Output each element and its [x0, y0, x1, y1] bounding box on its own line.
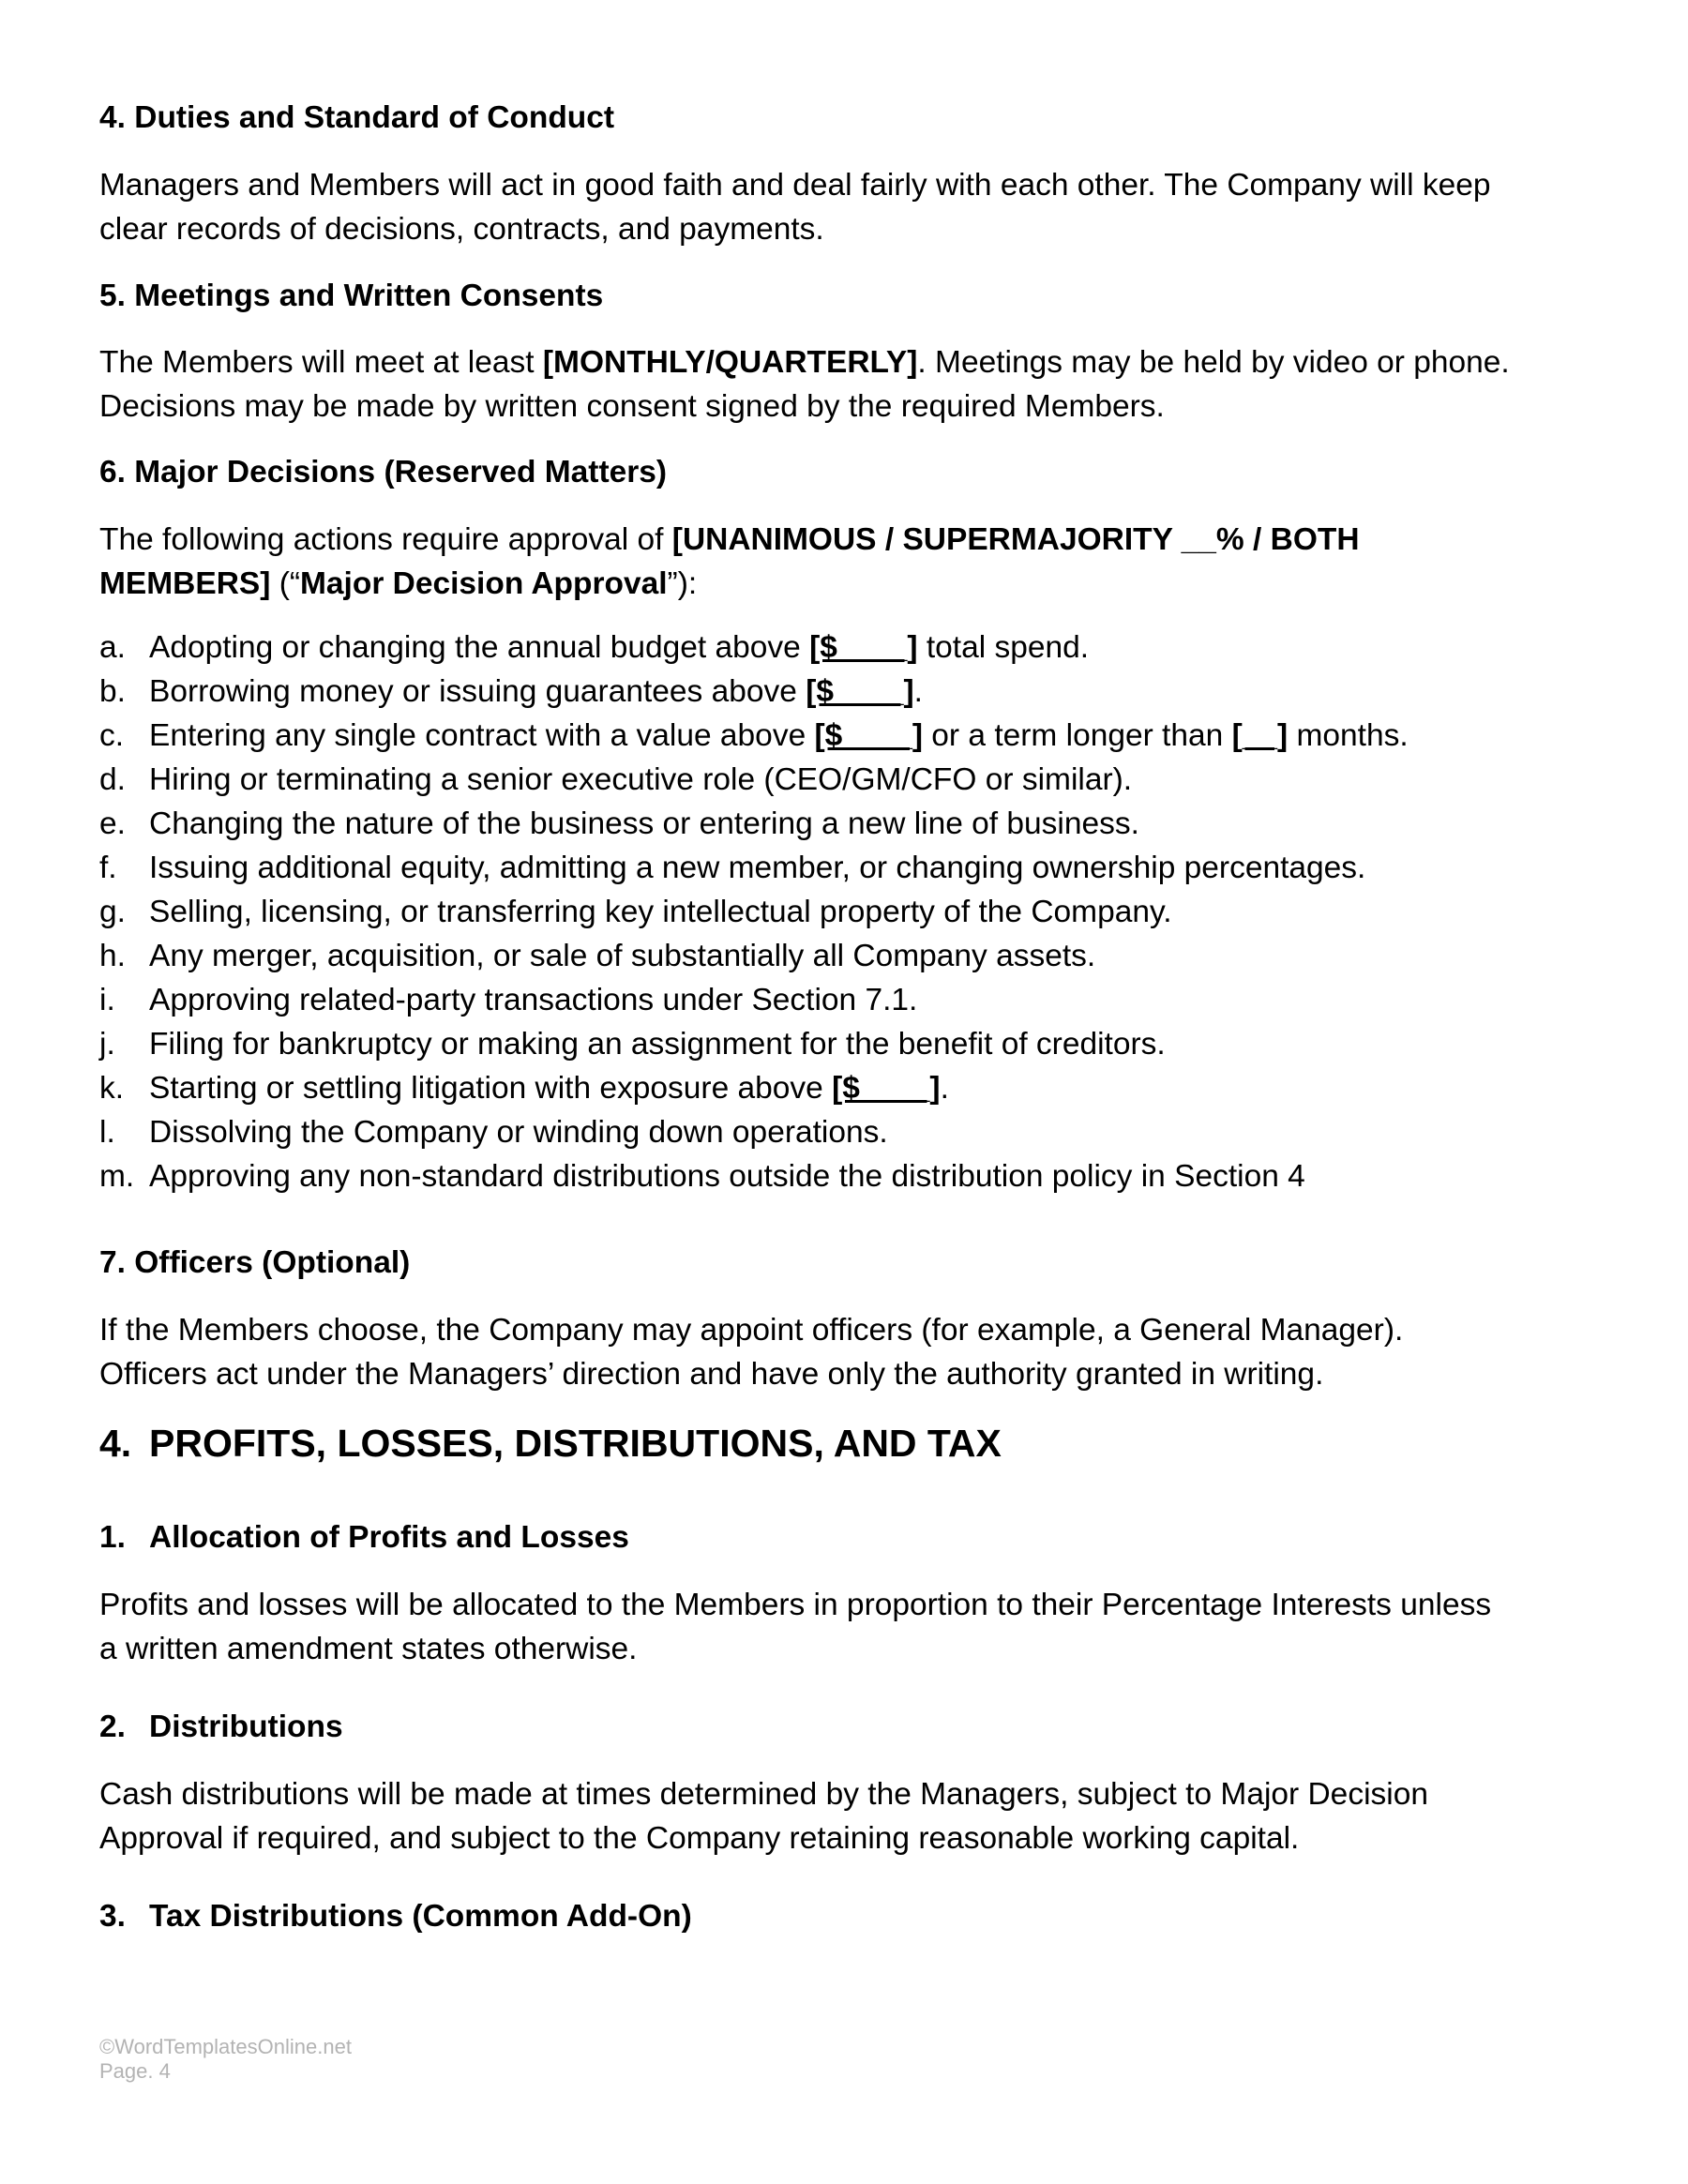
list-item-text [149, 934, 1095, 978]
list-item-text [149, 802, 1139, 846]
list-marker: j. [99, 1027, 115, 1062]
list-item [99, 1110, 1600, 1154]
list-item [99, 758, 1600, 802]
text-run: Changing the nature of the business or entering a new line of business. [149, 806, 1139, 841]
section-heading-duties: 4. Duties and Standard of Conduct [99, 100, 615, 135]
text-run: Entering any single contract with a value above [149, 718, 815, 753]
paragraph-line: a written amendment states otherwise. [99, 1632, 638, 1666]
section-body-meetings [99, 340, 1600, 429]
major-decisions-list [99, 625, 1600, 1198]
list-item-text [149, 1066, 949, 1110]
section-body-duties [99, 163, 1600, 251]
section-heading-major-decisions: 6. Major Decisions (Reserved Matters) [99, 455, 668, 490]
text-run: Approving any non-standard distributions outside the distribution policy in Section 4 [149, 1159, 1305, 1194]
list-marker: a. [99, 630, 126, 665]
list-item [99, 890, 1600, 934]
paragraph-line: Officers act under the Managers’ direction and have only the authority granted in writing. [99, 1357, 1324, 1392]
list-item [99, 670, 1600, 714]
paragraph-line [99, 518, 1600, 562]
text-run: The following actions require approval of [99, 522, 672, 557]
subsection-title: Allocation of Profits and Losses [149, 1520, 629, 1555]
paragraph-line: Decisions may be made by written consent signed by the required Members. [99, 389, 1165, 424]
footer-copyright: ©WordTemplatesOnline.net [99, 2035, 352, 2058]
list-item-text [149, 625, 1089, 670]
list-marker: h. [99, 939, 126, 973]
list-item [99, 934, 1600, 978]
list-item-text [149, 1154, 1305, 1198]
text-run: Issuing additional equity, admitting a new member, or changing ownership percentages. [149, 851, 1366, 885]
list-item [99, 625, 1600, 670]
subsection-body-allocation [99, 1583, 1600, 1671]
paragraph-line: Profits and losses will be allocated to the Members in proportion to their Percentage Interests unless [99, 1588, 1492, 1622]
list-item [99, 1154, 1600, 1198]
subsection-heading-allocation [99, 1519, 629, 1557]
list-item-text [149, 714, 1409, 758]
text-run: . [940, 1071, 949, 1106]
paragraph-line: Managers and Members will act in good faith and deal fairly with each other. The Company will keep [99, 168, 1491, 203]
subsection-heading-tax-distributions [99, 1898, 692, 1935]
text-run: . Meetings may be held by video or phone. [917, 345, 1510, 380]
text-run: (“ [270, 566, 301, 601]
subsection-body-distributions [99, 1772, 1600, 1860]
text-run: The Members will meet at least [99, 345, 543, 380]
subsection-number: 1. [99, 1520, 126, 1555]
text-run: Selling, licensing, or transferring key intellectual property of the Company. [149, 895, 1172, 929]
text-run: . [913, 674, 923, 709]
list-item-text [149, 1022, 1166, 1066]
text-run: or a term longer than [922, 718, 1232, 753]
text-run: Starting or settling litigation with exposure above [149, 1071, 833, 1106]
section-body-major-decisions [99, 518, 1600, 606]
subsection-title: Tax Distributions (Common Add-On) [149, 1899, 692, 1934]
article-title: PROFITS, LOSSES, DISTRIBUTIONS, AND TAX [149, 1422, 1002, 1465]
text-run: Dissolving the Company or winding down operations. [149, 1115, 888, 1150]
subsection-title: Distributions [149, 1710, 343, 1744]
list-item [99, 1066, 1600, 1110]
approval-threshold-placeholder-end: MEMBERS] [99, 566, 271, 601]
text-run: Adopting or changing the annual budget above [149, 630, 810, 665]
approval-threshold-placeholder: [UNANIMOUS / SUPERMAJORITY __% / BOTH [671, 522, 1360, 557]
text-run: Approving related-party transactions under Section 7.1. [149, 983, 918, 1017]
list-marker: f. [99, 851, 117, 885]
list-item [99, 802, 1600, 846]
article-heading [99, 1420, 1002, 1467]
list-marker: k. [99, 1071, 125, 1106]
list-marker: m. [99, 1159, 135, 1194]
paragraph-line [99, 562, 1600, 606]
text-run: Borrowing money or issuing guarantees above [149, 674, 806, 709]
paragraph-line: If the Members choose, the Company may appoint officers (for example, a General Manager). [99, 1313, 1404, 1348]
paragraph-line: Cash distributions will be made at times determined by the Managers, subject to Major Decision [99, 1777, 1428, 1812]
list-marker: b. [99, 674, 126, 709]
text-run: Any merger, acquisition, or sale of substantially all Company assets. [149, 939, 1096, 973]
text-run: Filing for bankruptcy or making an assignment for the benefit of creditors. [149, 1027, 1166, 1062]
meeting-frequency-placeholder: [MONTHLY/QUARTERLY] [542, 345, 918, 380]
text-run: Hiring or terminating a senior executive role (CEO/GM/CFO or similar). [149, 762, 1133, 797]
text-run: total spend. [917, 630, 1090, 665]
blank-placeholder: [$____] [814, 718, 923, 753]
paragraph-line: clear records of decisions, contracts, and payments. [99, 212, 824, 247]
list-marker: i. [99, 983, 115, 1017]
blank-placeholder: [__] [1231, 718, 1289, 753]
section-heading-officers: 7. Officers (Optional) [99, 1245, 411, 1280]
blank-placeholder: [$____] [832, 1071, 941, 1106]
list-item-text [149, 978, 917, 1022]
list-item-text [149, 890, 1172, 934]
blank-placeholder: [$____] [809, 630, 918, 665]
section-body-officers [99, 1308, 1600, 1396]
list-item-text [149, 1110, 888, 1154]
list-item-text [149, 846, 1365, 890]
paragraph-line: Approval if required, and subject to the Company retaining reasonable working capital. [99, 1821, 1300, 1856]
list-item [99, 1022, 1600, 1066]
article-number: 4. [99, 1422, 132, 1465]
subsection-number: 2. [99, 1710, 126, 1744]
list-marker: g. [99, 895, 126, 929]
list-marker: c. [99, 718, 125, 753]
list-marker: l. [99, 1115, 115, 1150]
list-item-text [149, 670, 923, 714]
text-run: ”): [667, 566, 698, 601]
list-marker: d. [99, 762, 126, 797]
list-marker: e. [99, 806, 126, 841]
paragraph-line [99, 340, 1600, 384]
list-item [99, 714, 1600, 758]
text-run: months. [1288, 718, 1409, 753]
footer-page-number: Page. 4 [99, 2059, 171, 2083]
section-heading-meetings: 5. Meetings and Written Consents [99, 279, 604, 313]
blank-placeholder: [$____] [806, 674, 914, 709]
defined-term: Major Decision Approval [300, 566, 668, 601]
list-item-text [149, 758, 1132, 802]
list-item [99, 846, 1600, 890]
subsection-heading-distributions [99, 1709, 343, 1746]
list-item [99, 978, 1600, 1022]
subsection-number: 3. [99, 1899, 126, 1934]
